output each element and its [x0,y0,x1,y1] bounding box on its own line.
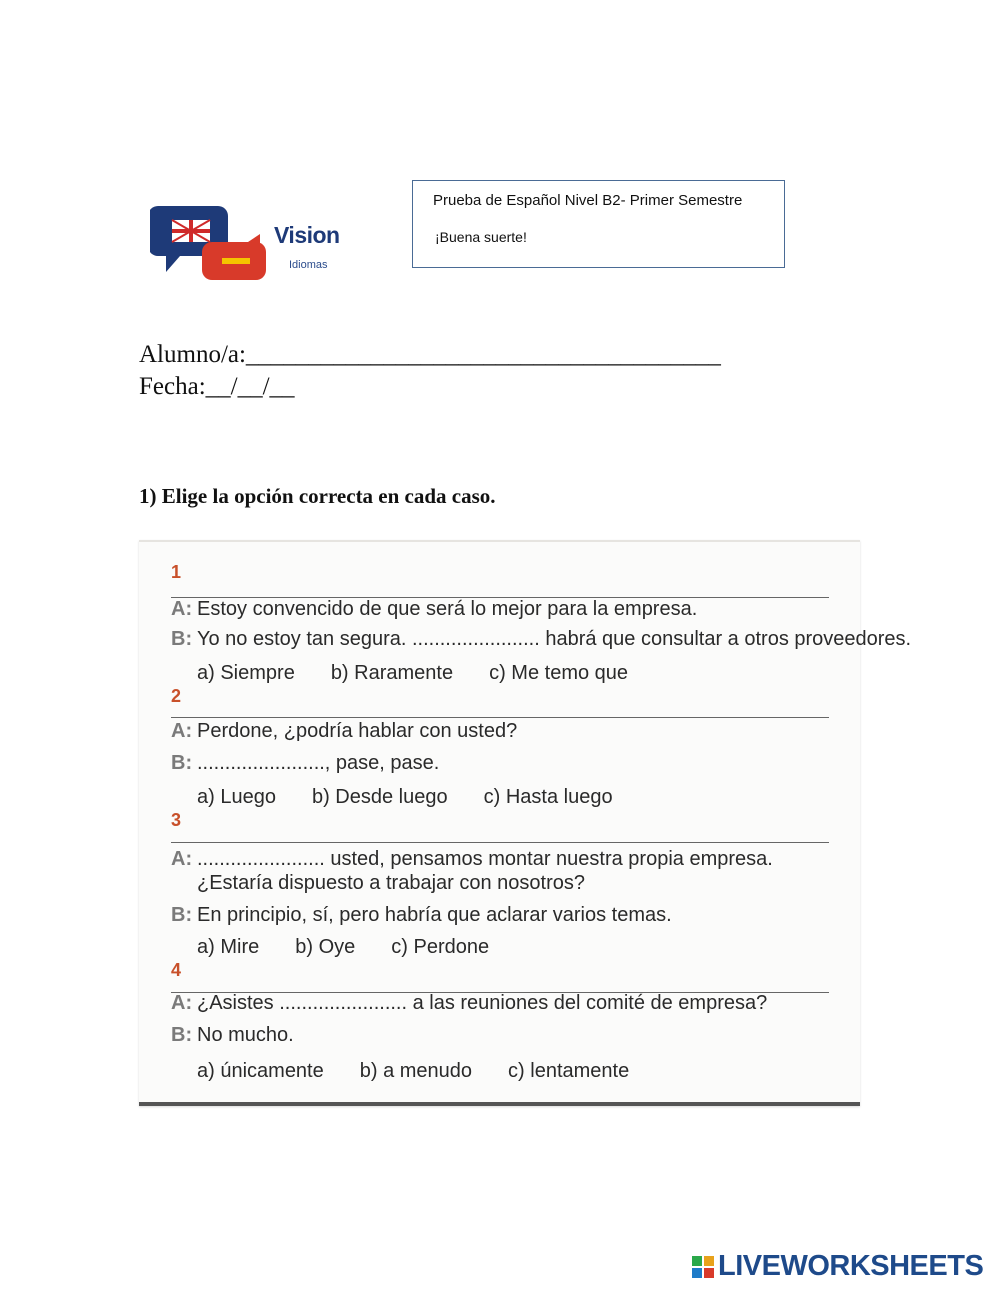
dialogue-line [171,720,517,743]
speaker-label: B: [171,1024,193,1046]
liveworksheets-footer[interactable] [692,1250,983,1283]
dialogue-line [171,628,911,651]
option-b[interactable]: b) a menudo [359,1060,473,1082]
speaker-label: A: [171,992,193,1014]
item-number: 1 [171,562,182,582]
answer-options [197,936,525,959]
date-line[interactable]: Fecha:__/__/__ [139,373,295,400]
test-header-box [412,180,785,268]
option-c[interactable]: c) Perdone [391,936,490,958]
option-c[interactable]: c) Me temo que [489,662,629,684]
speaker-label: A: [171,720,193,742]
speaker-label: B: [171,752,193,774]
speaker-label: A: [171,848,193,870]
dialogue-text: ¿Asistes ....................... a las reuniones del comité de empresa? [197,992,768,1014]
option-b[interactable]: b) Oye [295,936,356,958]
dialogue-line [171,992,767,1015]
footer-brand: LIVEWORKSHEETS [718,1250,984,1282]
option-a[interactable]: a) Siempre [197,662,295,684]
vision-logo [150,202,360,284]
liveworksheets-logo-icon [692,1256,714,1278]
test-title: Prueba de Español Nivel B2- Primer Semestre [433,192,743,209]
dialogue-text: Perdone, ¿podría hablar con usted? [197,720,518,742]
option-b[interactable]: b) Desde luego [311,786,448,808]
option-c[interactable]: c) lentamente [508,1060,630,1082]
dialogue-line [171,872,585,895]
dialogue-line [171,752,439,775]
answer-options [197,662,664,685]
student-name-line[interactable]: Alumno/a:______________________________________ [139,341,721,368]
speaker-label: B: [171,904,193,926]
item-number: 2 [171,686,182,706]
option-c[interactable]: c) Hasta luego [483,786,613,808]
speech-bubbles-flags-icon [150,202,275,284]
item-number: 4 [171,960,182,980]
dialogue-text: ....................... usted, pensamos montar nuestra propia empresa. [197,848,773,870]
item-number: 3 [171,810,182,830]
dialogue-text: ¿Estaría dispuesto a trabajar con nosotros? [197,872,585,894]
dialogue-text: Yo no estoy tan segura. ....................... habrá que consultar a otros proveedores. [197,628,912,650]
dialogue-text: ......................., pase, pase. [197,752,440,774]
dialogue-line [171,848,773,871]
answer-options [197,1060,665,1083]
dialogue-text: Estoy convencido de que será lo mejor para la empresa. [197,598,698,620]
option-a[interactable]: a) únicamente [197,1060,324,1082]
student-info [139,339,721,403]
item-divider [171,717,829,718]
logo-subtitle: Idiomas [289,259,328,271]
speaker-label: A: [171,598,193,620]
dialogue-line [171,1024,294,1047]
option-a[interactable]: a) Luego [197,786,276,808]
dialogue-line [171,904,672,927]
option-a[interactable]: a) Mire [197,936,260,958]
exercise-instruction: 1) Elige la opción correcta en cada caso. [139,484,496,508]
dialogue-text: No mucho. [197,1024,294,1046]
dialogue-line [171,598,697,621]
answer-options [197,786,649,809]
good-luck-text: ¡Buena suerte! [435,229,527,245]
speaker-label: B: [171,628,193,650]
logo-brand: Vision [274,222,340,248]
item-divider [171,842,829,843]
option-b[interactable]: b) Raramente [330,662,454,684]
dialogue-text: En principio, sí, pero habría que aclarar varios temas. [197,904,672,926]
exercise-scan [139,540,912,1106]
